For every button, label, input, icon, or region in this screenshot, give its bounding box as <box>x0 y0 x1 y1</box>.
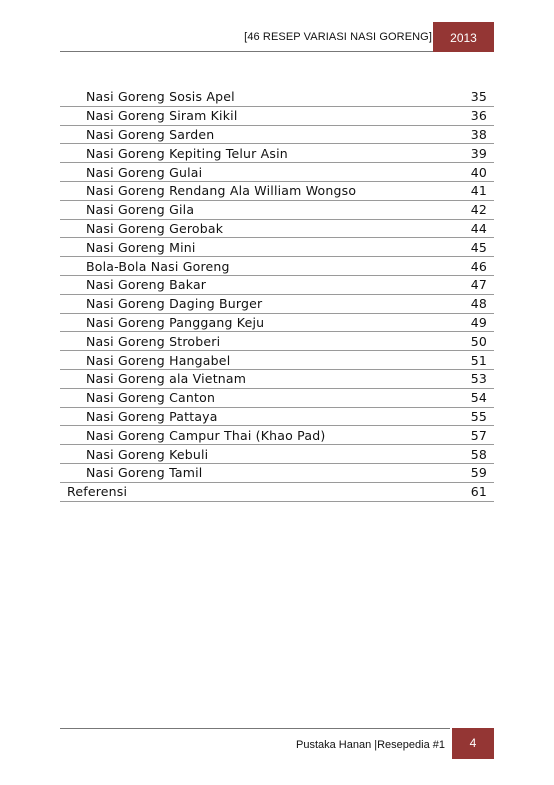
page-footer <box>0 727 554 759</box>
toc-entry[interactable] <box>60 408 494 427</box>
toc-entry[interactable] <box>60 238 494 257</box>
toc-entry[interactable] <box>60 201 494 220</box>
footer-rule <box>60 728 450 729</box>
toc-entry-label: Nasi Goreng Sarden <box>86 126 215 142</box>
toc-entry[interactable] <box>60 332 494 351</box>
toc-entry[interactable] <box>60 389 494 408</box>
toc-entry-page: 40 <box>470 164 487 180</box>
toc-entry-page: 59 <box>470 465 487 481</box>
toc-entry[interactable] <box>60 126 494 145</box>
toc-entry-page: 49 <box>470 314 487 330</box>
toc-entry-page: 41 <box>470 183 487 199</box>
toc-entry[interactable] <box>60 445 494 464</box>
toc-entry[interactable] <box>60 257 494 276</box>
toc-entry-page: 53 <box>470 371 487 387</box>
toc-entry-page: 36 <box>470 108 487 124</box>
toc-entry-label: Nasi Goreng Campur Thai (Khao Pad) <box>86 427 326 443</box>
toc-entry[interactable] <box>60 314 494 333</box>
toc-entry-label: Nasi Goreng Stroberi <box>86 333 221 349</box>
header-year-badge: 2013 <box>433 22 494 52</box>
toc-entry-page: 45 <box>470 239 487 255</box>
toc-entry-page: 48 <box>470 296 487 312</box>
toc-entry-label: Nasi Goreng Bakar <box>86 277 207 293</box>
toc-entry-page: 46 <box>470 258 487 274</box>
toc-entry-label: Nasi Goreng Gerobak <box>86 220 224 236</box>
footer-text: Pustaka Hanan |Resepedia #1 <box>295 739 445 751</box>
toc-entry-page: 55 <box>470 408 487 424</box>
toc-entry[interactable] <box>60 182 494 201</box>
toc-entry[interactable] <box>60 295 494 314</box>
toc-entry-page: 51 <box>470 352 487 368</box>
toc-entry-page: 38 <box>470 126 487 142</box>
toc-entry-label: Nasi Goreng Pattaya <box>86 408 218 424</box>
toc-entry-page: 42 <box>470 202 487 218</box>
header-title: [46 RESEP VARIASI NASI GORENG] <box>244 31 432 43</box>
toc-entry-label: Nasi Goreng Sosis Apel <box>86 89 235 105</box>
toc-entry-page: 35 <box>470 89 487 105</box>
toc-entry-page: 44 <box>470 220 487 236</box>
toc-entry[interactable] <box>60 276 494 295</box>
toc-entry-page: 50 <box>470 333 487 349</box>
table-of-contents <box>60 88 494 502</box>
toc-entry-label: Nasi Goreng Kebuli <box>86 446 209 462</box>
footer-page-number: 4 <box>452 728 494 759</box>
toc-entry[interactable] <box>60 483 494 502</box>
toc-entry-label: Nasi Goreng Gulai <box>86 164 203 180</box>
toc-entry-label: Bola-Bola Nasi Goreng <box>86 258 230 274</box>
toc-entry-page: 57 <box>470 427 487 443</box>
toc-entry[interactable] <box>60 370 494 389</box>
toc-entry[interactable] <box>60 426 494 445</box>
toc-entry-label: Nasi Goreng Tamil <box>86 465 203 481</box>
toc-entry-label: Nasi Goreng Hangabel <box>86 352 231 368</box>
toc-entry-page: 39 <box>470 145 487 161</box>
toc-entry[interactable] <box>60 144 494 163</box>
toc-entry-label: Nasi Goreng Daging Burger <box>86 296 263 312</box>
toc-entry-label: Nasi Goreng ala Vietnam <box>86 371 247 387</box>
toc-entry[interactable] <box>60 351 494 370</box>
toc-entry-label: Nasi Goreng Panggang Keju <box>86 314 265 330</box>
header-rule <box>60 51 433 52</box>
toc-entry[interactable] <box>60 88 494 107</box>
toc-entry[interactable] <box>60 107 494 126</box>
toc-entry[interactable] <box>60 464 494 483</box>
toc-entry-label: Nasi Goreng Canton <box>86 390 216 406</box>
page-header <box>0 22 554 52</box>
toc-entry-label: Nasi Goreng Rendang Ala William Wongso <box>86 183 357 199</box>
toc-entry-page: 61 <box>470 484 487 500</box>
toc-entry-page: 54 <box>470 390 487 406</box>
toc-entry[interactable] <box>60 163 494 182</box>
toc-entry-label: Nasi Goreng Siram Kikil <box>86 108 238 124</box>
toc-entry-label: Nasi Goreng Kepiting Telur Asin <box>86 145 288 161</box>
toc-entry-label: Nasi Goreng Gila <box>86 202 195 218</box>
toc-entry-page: 58 <box>470 446 487 462</box>
toc-entry-page: 47 <box>470 277 487 293</box>
toc-entry[interactable] <box>60 220 494 239</box>
toc-entry-label: Referensi <box>67 484 128 500</box>
toc-entry-label: Nasi Goreng Mini <box>86 239 196 255</box>
